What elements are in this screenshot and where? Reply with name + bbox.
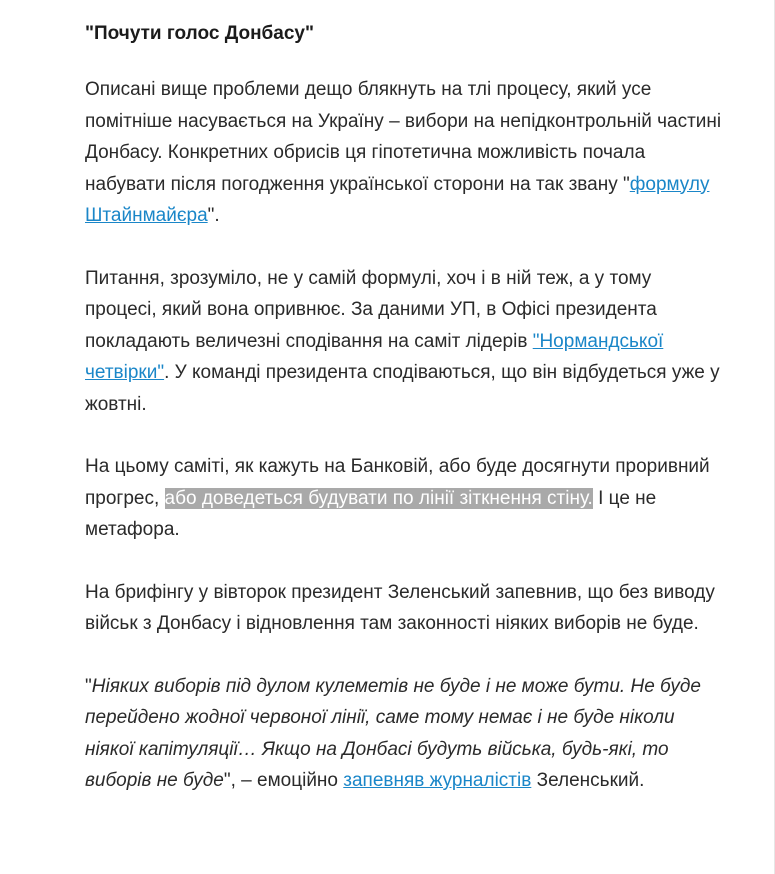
paragraph-text: ", – емоційно bbox=[223, 770, 344, 791]
paragraph-steinmeier bbox=[85, 74, 725, 232]
paragraph-text: Питання, зрозуміло, не у самій формулі, хоч і в ній теж, а у тому процесі, який вона опривнює. За даними УП, в Офісі президента покладають величезні сподівання на саміт лідерів bbox=[85, 267, 657, 352]
section-heading: "Почути голос Донбасу" bbox=[85, 23, 315, 44]
paragraph-briefing: На брифінгу у вівторок президент Зеленський запевнив, що без виводу військ з Донбасу і відновлення там законності ніяких виборів не буде. bbox=[85, 581, 715, 634]
paragraph-text: На цьому саміті, як кажуть на Банковій, або буде досягнути проривний прогрес, bbox=[85, 456, 710, 509]
paragraph-text: ". bbox=[207, 205, 220, 226]
article-body bbox=[85, 18, 725, 828]
paragraph-text: . У команді президента сподіваються, що він відбудеться уже у жовтні. bbox=[85, 362, 720, 415]
zelensky-quote: Ніяких виборів під дулом кулеметів не буде і не може бути. Не буде перейдено жодної червоної лінії, саме тому немає і не буде ніколи ніякої капітуляції… Якщо на Донбасі будуть війська, будь-які, то виборів не буде bbox=[85, 675, 701, 791]
journalists-link[interactable]: запевняв журналістів bbox=[343, 770, 532, 791]
paragraph-summit bbox=[85, 451, 725, 546]
paragraph-text: І це не метафора. bbox=[85, 487, 657, 540]
normandy-four-link[interactable]: "Нормандської четвірки" bbox=[85, 330, 664, 383]
paragraph-text: Описані вище проблеми дещо блякнуть на тлі процесу, який усе помітніше насувається на Україну – вибори на непідконтрольній частині Донбасу. Конкретних обрисів ця гіпотетична можливість почала набувати після погодження української сторони на так звану " bbox=[85, 79, 722, 195]
highlighted-text[interactable]: або доведеться будувати по лінії зіткнення стіну. bbox=[164, 487, 593, 509]
steinmeier-formula-link[interactable]: формулу Штайнмайєра bbox=[85, 173, 710, 226]
quote-open-mark: " bbox=[85, 675, 92, 697]
paragraph-quote bbox=[85, 671, 725, 797]
paragraph-normandy bbox=[85, 263, 725, 421]
paragraph-text: Зеленський. bbox=[531, 770, 645, 791]
